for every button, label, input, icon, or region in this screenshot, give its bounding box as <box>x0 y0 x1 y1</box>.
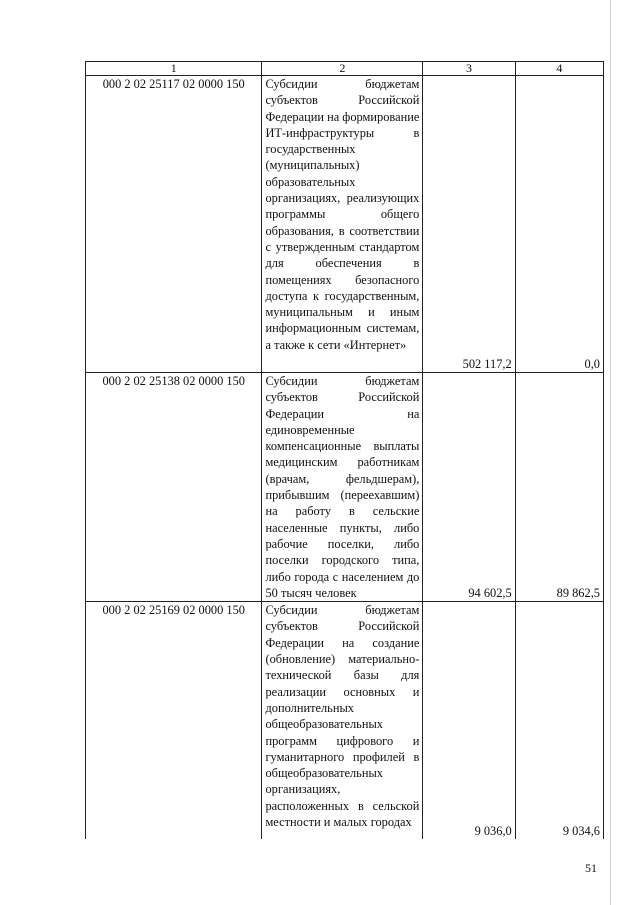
page-edge-line <box>610 0 611 905</box>
value-col4: 89 862,5 <box>556 585 600 600</box>
value-col4-cell <box>515 76 603 373</box>
value-col3: 502 117,2 <box>462 356 512 371</box>
page-number: 51 <box>585 861 597 875</box>
column-header-1: 1 <box>86 62 262 76</box>
column-header-4: 4 <box>515 62 603 76</box>
value-col3-cell <box>423 602 515 840</box>
description-cell: Субсидии бюджетам субъектов Российской Федерации на создание (обновление) материально-технической базы для реализации основных и дополнительных общеобразовательных программ цифрового и гуманитарного профилей в общеобразовательных организациях, расположенных в сельской местности и малых городах <box>262 602 423 840</box>
table-row <box>86 373 604 602</box>
budget-code-cell: 000 2 02 25138 02 0000 150 <box>86 373 262 602</box>
value-col4-cell <box>515 602 603 840</box>
value-col3: 94 602,5 <box>468 585 512 600</box>
description-cell: Субсидии бюджетам субъектов Российской Федерации на единовременные компенсационные выплаты медицинским работникам (врачам, фельдшерам), прибывшим (переехавшим) на работу в сельские населенные пункты, либо рабочие поселки, либо поселки городского типа, либо города с населением до 50 тысяч человек <box>262 373 423 602</box>
value-col3-cell <box>423 76 515 373</box>
value-col4-cell <box>515 373 603 602</box>
table-row <box>86 602 604 840</box>
value-col3: 9 036,0 <box>474 823 512 838</box>
budget-code-cell: 000 2 02 25169 02 0000 150 <box>86 602 262 840</box>
column-header-2: 2 <box>262 62 423 76</box>
budget-code-cell: 000 2 02 25117 02 0000 150 <box>86 76 262 373</box>
value-col3-cell <box>423 373 515 602</box>
budget-revenue-table <box>85 61 604 839</box>
value-col4: 0,0 <box>584 356 600 371</box>
table-row <box>86 76 604 373</box>
column-header-3: 3 <box>423 62 515 76</box>
description-cell: Субсидии бюджетам субъектов Российской Федерации на формирование ИТ-инфраструктуры в государственных (муниципальных) образовательных организациях, реализующих программы общего образования, в соответствии с утвержденным стандартом для обеспечения в помещениях безопасного доступа к государственным, муниципальным и иным информационным системам, а также к сети «Интернет» <box>262 76 423 373</box>
value-col4: 9 034,6 <box>562 823 600 838</box>
table-header-row <box>86 62 604 76</box>
